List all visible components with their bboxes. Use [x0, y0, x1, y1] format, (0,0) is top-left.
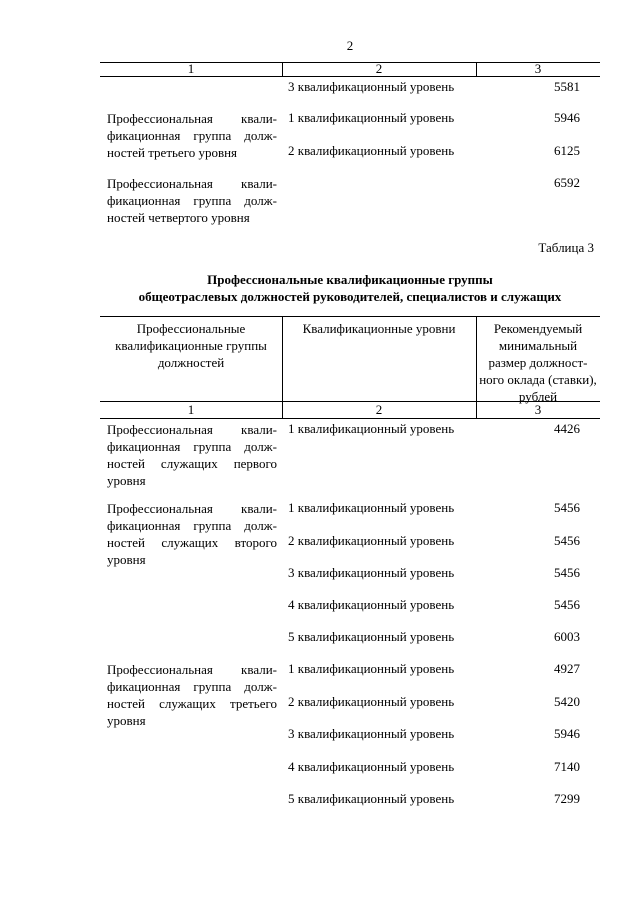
group-name: Профессиональная квали-фикационная группа долж-ностей служащих второго уровня — [107, 501, 277, 567]
salary-value: 7140 — [554, 759, 580, 774]
level-label: 4 квалификационный уровень — [288, 597, 455, 612]
level-label: 3 квалификационный уровень — [288, 726, 455, 741]
table3-rule-numbers — [100, 418, 600, 419]
col-number-2: 2 — [375, 402, 383, 417]
salary-value: 5456 — [554, 597, 580, 612]
salary-value: 4927 — [554, 661, 580, 676]
level-label: 5 квалификационный уровень — [288, 629, 455, 644]
level-label: 3 квалификационный уровень — [288, 79, 455, 94]
level-label: 5 квалификационный уровень — [288, 791, 455, 806]
salary-value: 6592 — [554, 175, 580, 190]
group-name: Профессиональная квали-фикационная группа долж-ностей четвертого уровня — [107, 176, 277, 225]
salary-value: 5946 — [554, 110, 580, 125]
top-col-number-2: 2 — [375, 61, 383, 76]
salary-value: 4426 — [554, 421, 580, 436]
top-col-number-1: 1 — [187, 61, 195, 76]
salary-value: 5420 — [554, 694, 580, 709]
table-title-line-1: Профессиональные квалификационные группы — [207, 272, 493, 287]
group-name: Профессиональная квали-фикационная группа долж-ностей служащих третьего уровня — [107, 662, 277, 728]
salary-value: 5456 — [554, 500, 580, 515]
table-caption: Таблица 3 — [538, 240, 594, 255]
level-label: 1 квалификационный уровень — [288, 110, 455, 125]
group-name: Профессиональная квали-фикационная группа долж-ностей служащих первого уровня — [107, 422, 277, 488]
salary-value: 5456 — [554, 533, 580, 548]
table3-rule-top — [100, 316, 600, 317]
salary-value: 6125 — [554, 143, 580, 158]
level-label: 1 квалификационный уровень — [288, 661, 455, 676]
header-levels: Квалификационные уровни — [302, 321, 456, 336]
salary-value: 7299 — [554, 791, 580, 806]
col-number-1: 1 — [187, 402, 195, 417]
level-label: 3 квалификационный уровень — [288, 565, 455, 580]
level-label: 4 квалификационный уровень — [288, 759, 455, 774]
level-label: 1 квалификационный уровень — [288, 421, 455, 436]
salary-value: 5456 — [554, 565, 580, 580]
page-number: 2 — [346, 38, 354, 53]
salary-value: 6003 — [554, 629, 580, 644]
table-title — [60, 271, 640, 305]
salary-value: 5581 — [554, 79, 580, 94]
col-number-3: 3 — [534, 402, 542, 417]
table-title-line-2: общеотраслевых должностей руководителей, специалистов и служащих — [138, 289, 562, 304]
header-group: Профессиональные квалификационные группы должностей — [115, 321, 267, 370]
salary-value: 5946 — [554, 726, 580, 741]
level-label: 2 квалификационный уровень — [288, 143, 455, 158]
level-label: 2 квалификационный уровень — [288, 694, 455, 709]
level-label: 1 квалификационный уровень — [288, 500, 455, 515]
level-label: 2 квалификационный уровень — [288, 533, 455, 548]
top-col-number-3: 3 — [534, 61, 542, 76]
header-salary: Рекомендуемый минимальный размер должност-ного оклада (ставки), рублей — [479, 321, 597, 404]
group-name: Профессиональная квали-фикационная группа долж-ностей третьего уровня — [107, 111, 277, 160]
